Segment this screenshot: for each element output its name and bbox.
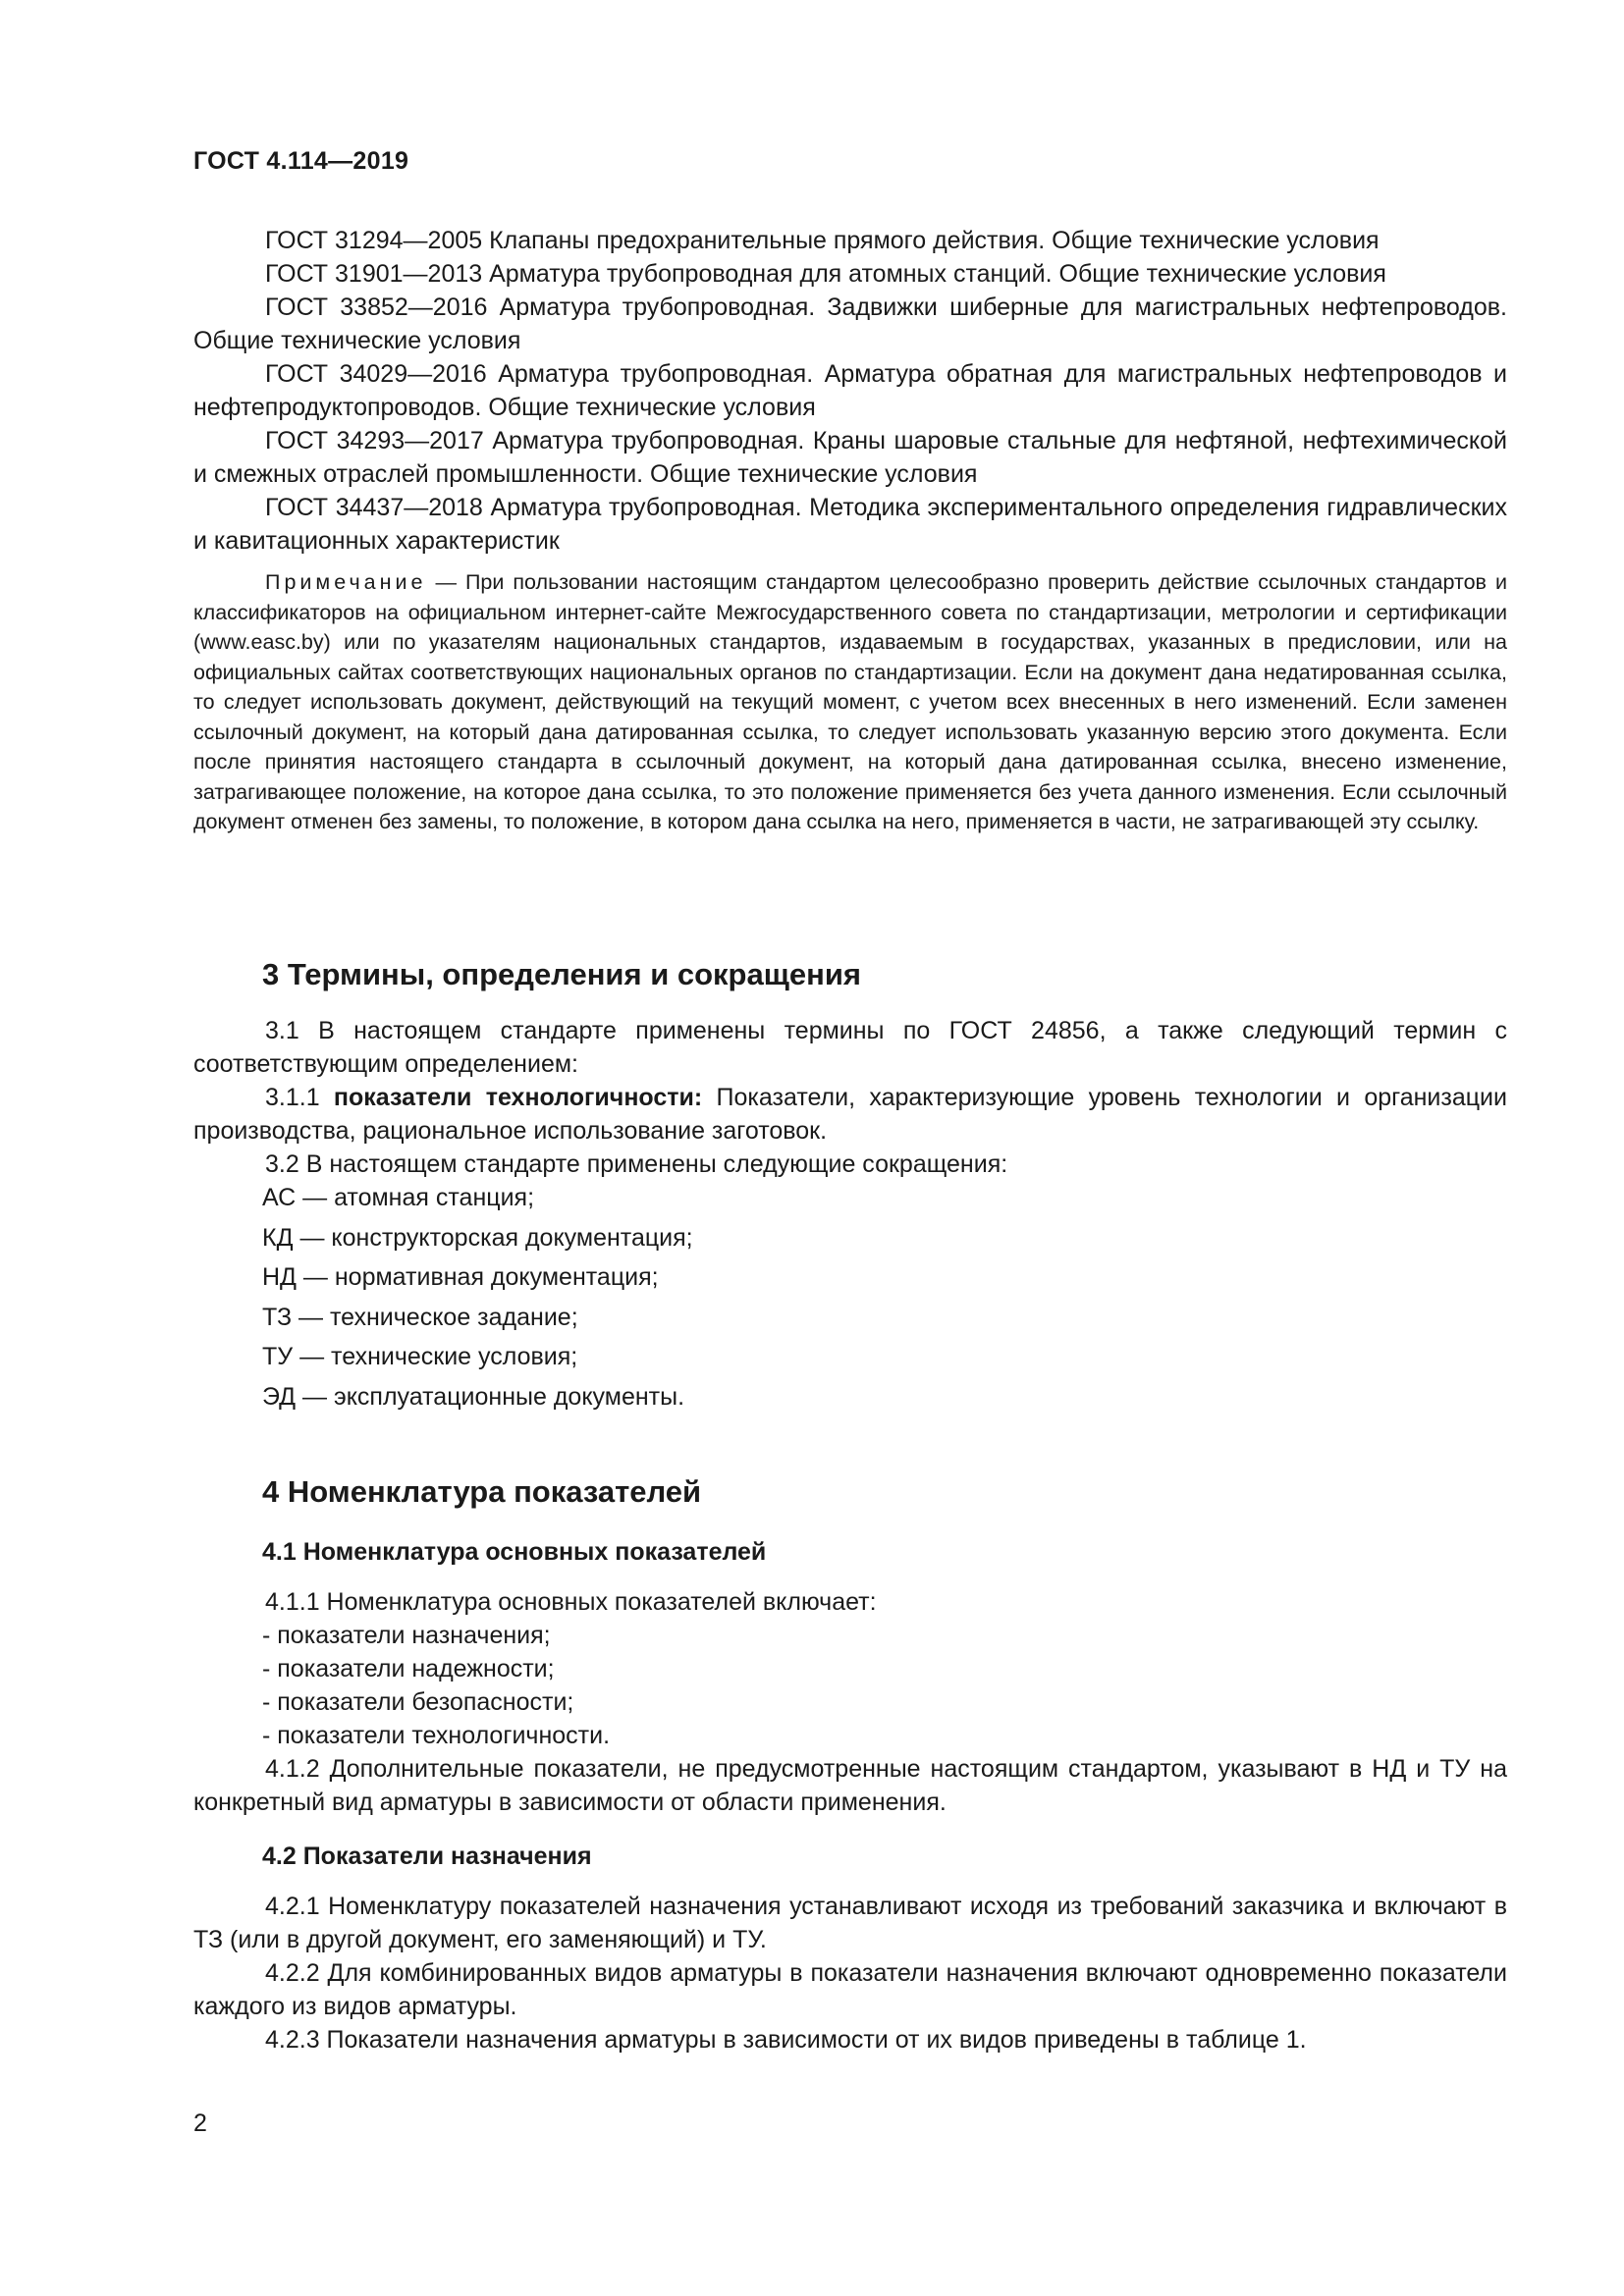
list-item: НД — нормативная документация; xyxy=(262,1263,659,1291)
paragraph-4-1-2-block xyxy=(193,1752,1507,1819)
list-item: ТУ — технические условия; xyxy=(262,1343,578,1370)
paragraph-4-1-1: 4.1.1 Номенклатура основных показателей включает: xyxy=(265,1588,877,1616)
reference-item: ГОСТ 34029—2016 Арматура трубопроводная. Арматура обратная для магистральных нефтепроводов и нефтепродуктопроводов. Общие технические условия xyxy=(193,360,1507,421)
paragraph-4-2-3: 4.2.3 Показатели назначения арматуры в зависимости от их видов приведены в таблице 1. xyxy=(265,2026,1307,2054)
section-4-2-body xyxy=(193,1890,1507,2056)
list-item: - показатели надежности; xyxy=(262,1655,555,1682)
reference-item: ГОСТ 33852—2016 Арматура трубопроводная. Задвижки шиберные для магистральных нефтепроводов. Общие технические условия xyxy=(193,294,1507,354)
list-item: - показатели назначения; xyxy=(262,1622,551,1649)
paragraph-4-2-2: 4.2.2 Для комбинированных видов арматуры в показатели назначения включают одновременно показатели каждого из видов арматуры. xyxy=(193,1959,1507,2020)
document-header: ГОСТ 4.114—2019 xyxy=(193,147,409,175)
note-paragraph xyxy=(193,567,1507,837)
list-item: ТЗ — техническое задание; xyxy=(262,1303,578,1331)
subsection-4-1-heading: 4.1 Номенклатура основных показателей xyxy=(262,1538,767,1566)
reference-item: ГОСТ 31901—2013 Арматура трубопроводная для атомных станций. Общие технические условия xyxy=(265,260,1386,288)
list-item: ЭД — эксплуатационные документы. xyxy=(262,1382,685,1411)
reference-item: ГОСТ 34437—2018 Арматура трубопроводная. Методика экспериментального определения гидравлических и кавитационных характеристик xyxy=(193,494,1507,555)
paragraph-4-1-1-block xyxy=(193,1585,1507,1619)
list-item: КД — конструкторская документация; xyxy=(262,1223,693,1252)
reference-item: ГОСТ 34293—2017 Арматура трубопроводная. Краны шаровые стальные для нефтяной, нефтехимической и смежных отраслей промышленности. Общие технические условия xyxy=(193,427,1507,488)
indicators-list xyxy=(262,1619,610,1752)
normative-references xyxy=(193,224,1507,558)
paragraph-number: 3.1.1 xyxy=(265,1084,334,1111)
abbreviations-list xyxy=(262,1181,693,1419)
list-item: - показатели безопасности; xyxy=(262,1688,574,1716)
paragraph-3-2: 3.2 В настоящем стандарте применены следующие сокращения: xyxy=(265,1150,1008,1178)
list-item: - показатели технологичности. xyxy=(262,1722,611,1749)
reference-item: ГОСТ 31294—2005 Клапаны предохранительные прямого действия. Общие технические условия xyxy=(265,227,1380,254)
section-3-heading: 3 Термины, определения и сокращения xyxy=(262,957,861,991)
note-text: — При пользовании настоящим стандартом целесообразно проверить действие ссылочных стандартов и классификаторов на официальном интернет-сайте Межгосударственного совета по стандартизации, метрологии и сертификации (www.easc.by) или по указателям национальных стандартов, издаваемым в государствах, указанных в предисловии, или на официальных сайтах соответствующих национальных органов по стандартизации. Если на документ дана недатированная ссылка, то следует использовать документ, действующий на текущий момент, с учетом всех внесенных в него изменений. Если заменен ссылочный документ, на который дана датированная ссылка, то следует использовать указанную версию этого документа. Если после принятия настоящего стандарта в ссылочный документ, на который дана датированная ссылка, внесено изменение, затрагивающее положение, на которое дана ссылка, то это положение применяется без учета данного изменения. Если ссылочный документ отменен без замены, то положение, в котором дана ссылка на него, применяется в части, не затрагивающей эту ссылку. xyxy=(193,570,1507,833)
list-item: АС — атомная станция; xyxy=(262,1184,535,1211)
note-block xyxy=(193,567,1507,837)
paragraph-3-1: 3.1 В настоящем стандарте применены термины по ГОСТ 24856, а также следующий термин с соответствующим определением: xyxy=(193,1017,1507,1078)
paragraph-4-1-2: 4.1.2 Дополнительные показатели, не предусмотренные настоящим стандартом, указывают в НД и ТУ на конкретный вид арматуры в зависимости от области применения. xyxy=(193,1755,1507,1816)
subsection-4-2-heading: 4.2 Показатели назначения xyxy=(262,1842,592,1870)
page-number: 2 xyxy=(193,2109,207,2137)
term: показатели технологичности: xyxy=(333,1084,703,1111)
paragraph-3-1-1 xyxy=(193,1081,1507,1148)
note-label: Примечание xyxy=(265,570,427,594)
term-definition: Показатели, характеризующие уровень технологии и организации производства, рациональное использование заготовок. xyxy=(193,1084,1507,1145)
paragraph-4-2-1: 4.2.1 Номенклатуру показателей назначения устанавливают исходя из требований заказчика и включают в ТЗ (или в другой документ, его заменяющий) и ТУ. xyxy=(193,1893,1507,1953)
section-3-body xyxy=(193,1014,1507,1181)
section-4-heading: 4 Номенклатура показателей xyxy=(262,1474,702,1509)
